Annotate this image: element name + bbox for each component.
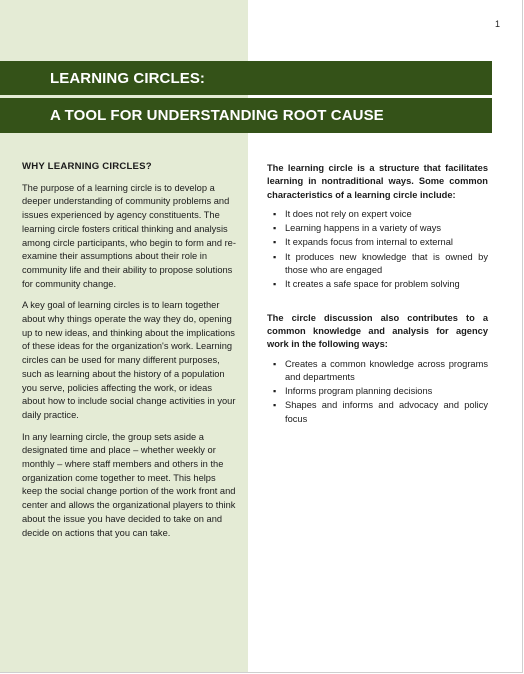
contributions-intro: The circle discussion also contributes to a common knowledge and analysis for agency work in the following ways: (267, 312, 488, 350)
paragraph: The purpose of a learning circle is to develop a deeper understanding of community problems and issues experienced by agency constituents. The learning circle fosters critical thinking and analysis among circle participants, who begin to form and re-examine their assumptions about their role in community life and their ability to propose solutions for community change. (22, 182, 236, 289)
section-heading: WHY LEARNING CIRCLES? (22, 161, 152, 172)
list-item: ▪ Creates a common knowledge across programs and departments (267, 358, 488, 385)
title-band-1 (0, 61, 492, 95)
title-band-2 (0, 98, 492, 133)
list-item: ▪ It does not rely on expert voice (267, 208, 488, 221)
list-item: ▪ It creates a safe space for problem solving (267, 278, 488, 291)
page-subtitle: A TOOL FOR UNDERSTANDING ROOT CAUSE (50, 107, 384, 124)
characteristics-intro: The learning circle is a structure that facilitates learning in nontraditional ways. Some common characteristics of a learning circle include: (267, 163, 488, 200)
contributions-list (267, 358, 488, 426)
page-number: 1 (494, 19, 500, 29)
left-column (22, 160, 236, 548)
list-item: ▪ Learning happens in a variety of ways (267, 222, 488, 235)
right-column (267, 162, 488, 427)
list-item: ▪ It produces new knowledge that is owned by those who are engaged (267, 251, 488, 278)
characteristics-list (267, 208, 488, 292)
paragraph: In any learning circle, the group sets aside a designated time and place – whether weekly or monthly – where staff members and others in the organization come together to meet. This helps keep the social change portion of the work front and center and allows the organizational players to think about the issue you have decided to take on and decide on actions that you can take. (22, 431, 236, 538)
list-item: ▪ Informs program planning decisions (267, 385, 488, 398)
page-title: LEARNING CIRCLES: (50, 69, 206, 87)
paragraph: A key goal of learning circles is to learn together about why things operate the way they do, opening up to new ideas, and thinking about the implications of these ideas for the organization's work. Learning circles can be used for many different purposes, such as learning about the history of a population you serve, policies affecting the work, or ideas about how to include social change activities in your daily practice. (22, 300, 236, 420)
list-item: ▪ Shapes and informs and advocacy and policy focus (267, 399, 488, 426)
list-item: ▪ It expands focus from internal to external (267, 236, 488, 249)
